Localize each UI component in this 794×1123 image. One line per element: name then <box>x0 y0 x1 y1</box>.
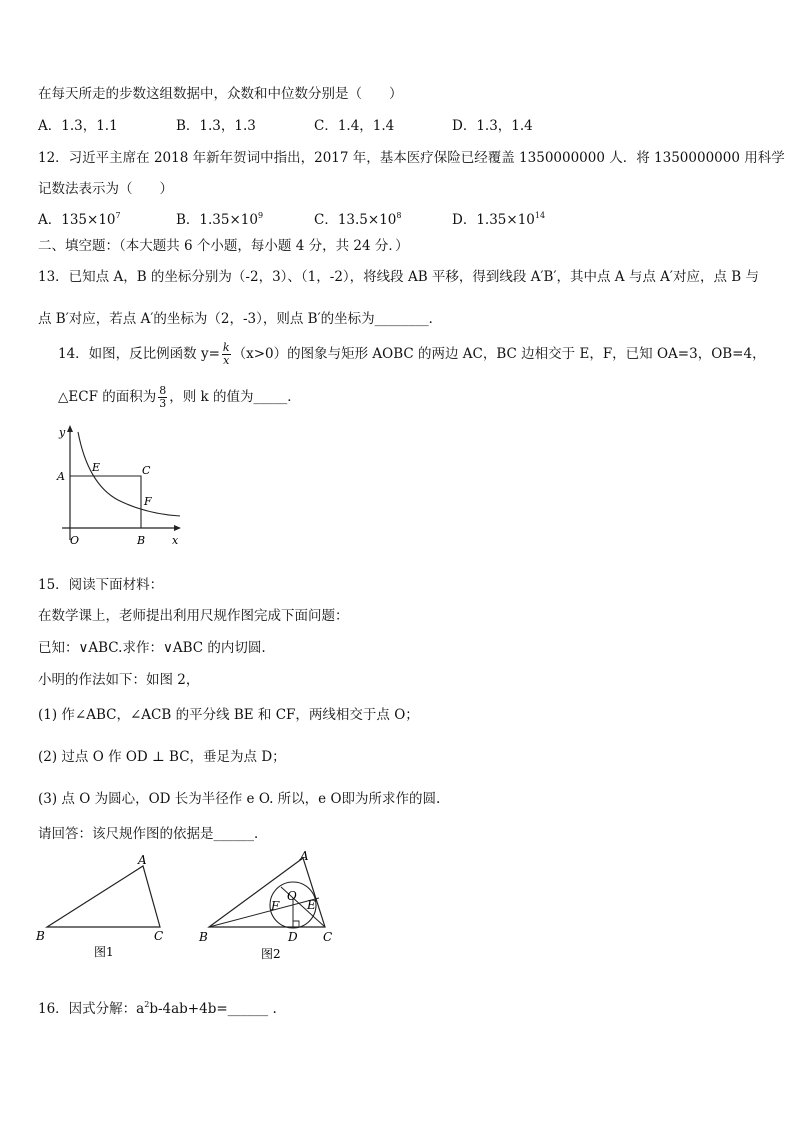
fig1-label-a: A <box>138 853 147 867</box>
label-e: E <box>92 461 101 474</box>
q14-line2: △ECF 的面积为 $\frac{8}{3}$ ，则 k 的值为_____． <box>58 384 301 410</box>
q12-option-c: C．$13.5\times 10^8$ <box>314 211 402 228</box>
q12-option-b: B．$1.35\times 10^9$ <box>176 211 264 228</box>
fig2-label-d: D <box>288 930 298 944</box>
label-a: A <box>57 470 65 483</box>
q12-option-d: D．$1.35\times 10^{14}$ <box>452 211 546 228</box>
fig1-label-c: C <box>154 929 164 943</box>
q15-figure1 <box>30 850 180 965</box>
q12-stem-line2: 记数法表示为（ ） <box>38 181 173 197</box>
label-x: x <box>172 534 179 547</box>
fig2-label-o: O <box>287 889 297 903</box>
right-angle-mark <box>293 921 299 927</box>
q16-line: 16．因式分解：$a^2b-4ab+4b=\_\_\_\_\_\_$ . <box>38 1000 277 1017</box>
q14-fraction-k-over-x: $\frac{k}{x}$ <box>222 341 230 367</box>
q15-step2: (2) 过点 O 作 OD ⊥ BC，垂足为点 D； <box>38 749 286 765</box>
q15-line3: 小明的作法如下：如图 2， <box>38 672 200 688</box>
fig2-label-f: F <box>271 899 280 913</box>
label-o: O <box>70 534 80 547</box>
q13-line1: 13．已知点 A，B 的坐标分别为（-2，3）、（1，-2），将线段 AB 平移，得到线段 A′B′，其中点 A 与点 A′对应，点 B 与 <box>38 269 759 285</box>
fig2-label-c: C <box>323 930 333 944</box>
q11-option-c: C．1.4，1.4 <box>314 118 395 134</box>
q13-line2: 点 B′对应，若点 A′的坐标为（2，-3），则点 B′的坐标为________． <box>38 311 443 327</box>
fig2-label-a: A <box>300 849 309 863</box>
rectangle-aobc <box>70 476 141 528</box>
q11-option-a: A．1.3，1.1 <box>38 118 118 134</box>
q15-step3: (3) 点 O 为圆心，OD 长为半径作 e O. 所以，e O即为所求作的圆. <box>38 791 441 807</box>
fig1-label-b: B <box>36 929 45 943</box>
q14-figure <box>50 422 190 552</box>
q15-step1: (1) 作∠ABC，∠ACB 的平分线 BE 和 CF，两线相交于点 O； <box>38 707 419 723</box>
q15-title: 15．阅读下面材料： <box>38 577 164 593</box>
label-f: F <box>144 495 152 508</box>
fig1-caption: 图1 <box>94 945 114 959</box>
fig2-label-b: B <box>199 930 208 944</box>
q15-question: 请回答：该尺规作图的依据是______． <box>38 826 268 842</box>
q11-stem: 在每天所走的步数这组数据中，众数和中位数分别是（ ） <box>38 86 403 102</box>
q15-figure2 <box>195 848 355 966</box>
fig2-label-e: E <box>307 898 316 912</box>
q12-stem-line1: 12．习近平主席在 2018 年新年贺词中指出，2017 年，基本医疗保险已经覆盖 1350000000 人．将 1350000000 用科学 <box>38 150 785 166</box>
q15-line2: 已知：∨ABC.求作：∨ABC 的内切圆. <box>38 640 266 656</box>
label-y: y <box>59 426 66 439</box>
hyperbola-curve <box>78 432 180 516</box>
fig2-caption: 图2 <box>261 947 281 961</box>
label-b: B <box>137 534 146 547</box>
q11-option-d: D．1.3，1.4 <box>452 118 533 134</box>
x-axis-arrow <box>174 525 181 531</box>
label-c: C <box>142 464 151 477</box>
y-axis-arrow <box>67 425 73 432</box>
q11-option-b: B．1.3，1.3 <box>176 118 256 134</box>
bisector-be <box>209 898 319 927</box>
section-heading: 二、填空题：（本大题共 6 个小题，每小题 4 分，共 24 分．） <box>38 238 409 254</box>
triangle-abc-2 <box>209 858 325 927</box>
triangle-abc <box>47 866 160 927</box>
q15-line1: 在数学课上，老师提出利用尺规作图完成下面问题： <box>38 608 349 624</box>
q12-option-a: A．$135\times 10^7$ <box>38 211 121 228</box>
q14-line1: 14．如图，反比例函数 y= $\frac{k}{x}$ （x>0）的图象与矩形 AOBC 的两边 AC，BC 边相交于 E，F，已知 OA=3，OB=4， <box>58 341 766 367</box>
q14-fraction-8-over-3: $\frac{8}{3}$ <box>159 384 167 410</box>
